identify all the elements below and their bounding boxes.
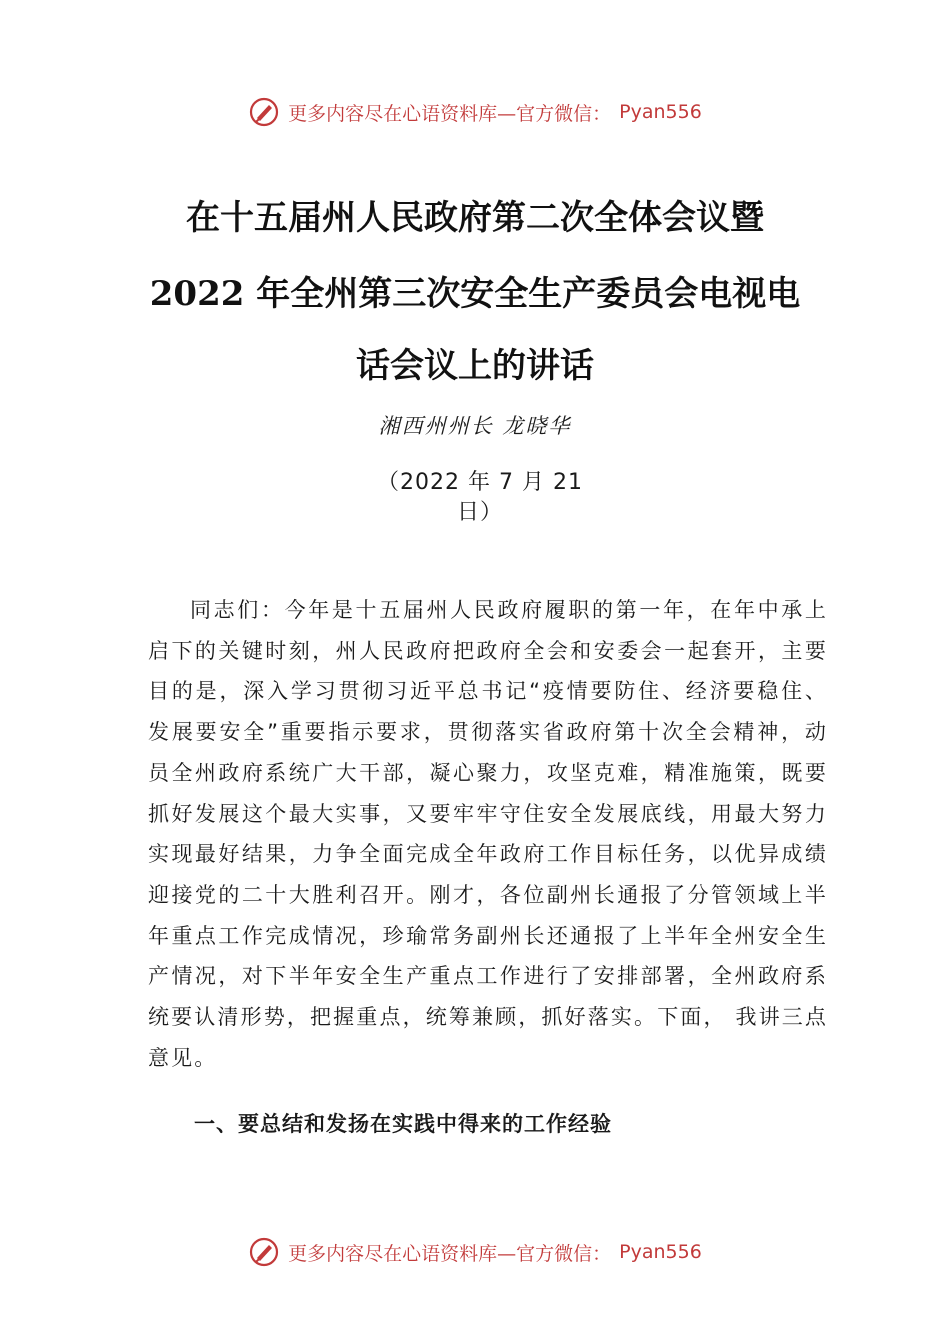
- brand-logo-icon: [248, 1236, 280, 1268]
- footer-banner: [0, 1236, 950, 1268]
- speech-date: [360, 468, 600, 528]
- banner-text: 更多内容尽在心语资料库—官方微信：: [288, 1242, 612, 1265]
- date-line-2: 日）: [456, 500, 503, 525]
- section-heading: 一、要总结和发扬在实践中得来的工作经验: [194, 1112, 612, 1136]
- document-title-line-3: 话会议上的讲话: [356, 346, 594, 386]
- banner-account: Pyan556: [619, 1241, 702, 1263]
- brand-logo-icon: [248, 96, 280, 128]
- document-title-line-1: 在十五届州人民政府第二次全体会议暨: [186, 198, 764, 238]
- banner-text: 更多内容尽在心语资料库—官方微信：: [288, 102, 612, 125]
- date-line-1: （2022 年 7 月 21: [377, 470, 583, 495]
- author-line: 湘西州州长 龙晓华: [378, 414, 572, 438]
- banner-account: Pyan556: [619, 101, 702, 123]
- body-paragraph: 同志们：今年是十五届州人民政府履职的第一年，在年中承上启下的关键时刻，州人民政府把政府全会和安委会一起套开，主要目的是，深入学习贯彻习近平总书记“疫情要防住、经济要稳住、发展要安全”重要指示要求，贯彻落实省政府第十次全会精神，动员全州政府系统广大干部，凝心聚力，攻坚克难，精准施策，既要抓好发展这个最大实事，又要牢牢守住安全发展底线，用最大努力实现最好结果，力争全面完成全年政府工作目标任务，以优异成绩迎接党的二十大胜利召开。刚才，各位副州长通报了分管领域上半年重点工作完成情况，珍瑜常务副州长还通报了上半年全州安全生产情况，对下半年安全生产重点工作进行了安排部署，全州政府系统要认清形势，把握重点，统筹兼顾，抓好落实。下面， 我讲三点意见。: [148, 598, 828, 1070]
- header-banner: [0, 96, 950, 128]
- document-title-line-2: 2022 年全州第三次安全生产委员会电视电: [149, 274, 801, 314]
